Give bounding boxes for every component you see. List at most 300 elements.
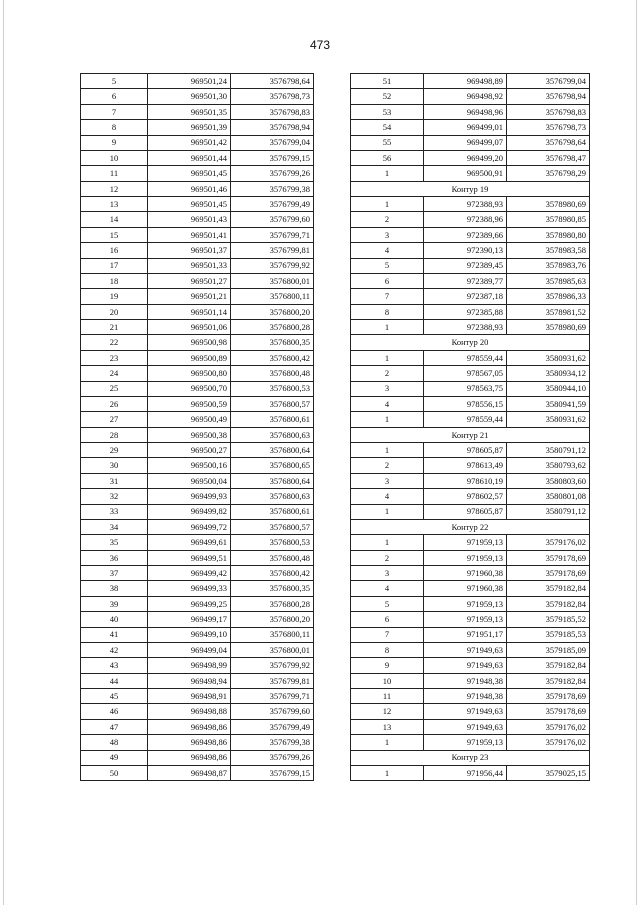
y-coordinate: 3580941,59 <box>507 396 590 411</box>
x-coordinate: 978613,49 <box>424 458 507 473</box>
table-row <box>81 104 314 119</box>
x-coordinate: 969501,39 <box>148 120 231 135</box>
table-row <box>351 304 590 319</box>
point-number: 49 <box>81 750 148 765</box>
x-coordinate: 971948,38 <box>424 673 507 688</box>
point-number: 13 <box>81 197 148 212</box>
y-coordinate: 3579182,84 <box>507 673 590 688</box>
x-coordinate: 969499,82 <box>148 504 231 519</box>
table-row <box>351 504 590 519</box>
point-number: 16 <box>81 243 148 258</box>
table-row <box>351 658 590 673</box>
x-coordinate: 969498,89 <box>424 74 507 89</box>
y-coordinate: 3580944,10 <box>507 381 590 396</box>
x-coordinate: 969499,51 <box>148 550 231 565</box>
y-coordinate: 3576800,42 <box>231 566 314 581</box>
y-coordinate: 3576798,83 <box>231 104 314 119</box>
y-coordinate: 3576799,81 <box>231 673 314 688</box>
table-row <box>81 596 314 611</box>
y-coordinate: 3576800,01 <box>231 273 314 288</box>
point-number: 3 <box>351 473 424 488</box>
point-number: 21 <box>81 320 148 335</box>
point-number: 1 <box>351 412 424 427</box>
x-coordinate: 978605,87 <box>424 504 507 519</box>
table-row <box>81 427 314 442</box>
point-number: 6 <box>351 612 424 627</box>
table-row <box>81 504 314 519</box>
table-row <box>81 258 314 273</box>
point-number: 19 <box>81 289 148 304</box>
table-row <box>81 273 314 288</box>
y-coordinate: 3580931,62 <box>507 412 590 427</box>
table-row <box>351 642 590 657</box>
table-row <box>81 550 314 565</box>
table-row <box>81 243 314 258</box>
y-coordinate: 3579176,02 <box>507 535 590 550</box>
table-row <box>81 320 314 335</box>
x-coordinate: 972389,77 <box>424 273 507 288</box>
y-coordinate: 3576799,38 <box>231 181 314 196</box>
coordinates-table-left <box>80 73 314 781</box>
x-coordinate: 969499,33 <box>148 581 231 596</box>
table-row <box>81 181 314 196</box>
scan-edge-right <box>636 0 637 905</box>
x-coordinate: 971951,17 <box>424 627 507 642</box>
page-number: 473 <box>309 38 331 52</box>
point-number: 43 <box>81 658 148 673</box>
contour-heading-row <box>351 519 590 534</box>
table-row <box>351 74 590 89</box>
y-coordinate: 3576800,53 <box>231 381 314 396</box>
x-coordinate: 969500,91 <box>424 166 507 181</box>
x-coordinate: 969498,96 <box>424 104 507 119</box>
y-coordinate: 3576800,20 <box>231 612 314 627</box>
y-coordinate: 3580793,62 <box>507 458 590 473</box>
x-coordinate: 971959,13 <box>424 535 507 550</box>
point-number: 2 <box>351 366 424 381</box>
x-coordinate: 969501,43 <box>148 212 231 227</box>
point-number: 4 <box>351 581 424 596</box>
table-row <box>81 443 314 458</box>
table-row <box>81 335 314 350</box>
y-coordinate: 3580803,60 <box>507 473 590 488</box>
table-row <box>351 289 590 304</box>
table-row <box>81 519 314 534</box>
y-coordinate: 3576799,49 <box>231 719 314 734</box>
x-coordinate: 969499,20 <box>424 150 507 165</box>
table-row <box>81 89 314 104</box>
point-number: 1 <box>351 350 424 365</box>
point-number: 44 <box>81 673 148 688</box>
table-row <box>351 366 590 381</box>
point-number: 8 <box>351 304 424 319</box>
x-coordinate: 978567,05 <box>424 366 507 381</box>
y-coordinate: 3578986,33 <box>507 289 590 304</box>
y-coordinate: 3579185,09 <box>507 642 590 657</box>
y-coordinate: 3576800,63 <box>231 427 314 442</box>
point-number: 54 <box>351 120 424 135</box>
table-row <box>351 719 590 734</box>
x-coordinate: 972387,18 <box>424 289 507 304</box>
x-coordinate: 969500,49 <box>148 412 231 427</box>
x-coordinate: 969501,27 <box>148 273 231 288</box>
table-row <box>81 212 314 227</box>
y-coordinate: 3576800,57 <box>231 519 314 534</box>
y-coordinate: 3578980,69 <box>507 320 590 335</box>
y-coordinate: 3576799,71 <box>231 227 314 242</box>
y-coordinate: 3576800,35 <box>231 335 314 350</box>
y-coordinate: 3576798,47 <box>507 150 590 165</box>
x-coordinate: 969501,46 <box>148 181 231 196</box>
table-row <box>351 550 590 565</box>
x-coordinate: 969501,30 <box>148 89 231 104</box>
table-row <box>351 381 590 396</box>
y-coordinate: 3576799,26 <box>231 750 314 765</box>
y-coordinate: 3576800,64 <box>231 473 314 488</box>
table-row <box>81 673 314 688</box>
contour-heading-row <box>351 335 590 350</box>
point-number: 28 <box>81 427 148 442</box>
y-coordinate: 3580934,12 <box>507 366 590 381</box>
table-row <box>81 120 314 135</box>
point-number: 51 <box>351 74 424 89</box>
point-number: 40 <box>81 612 148 627</box>
point-number: 1 <box>351 443 424 458</box>
table-row <box>351 89 590 104</box>
x-coordinate: 969499,61 <box>148 535 231 550</box>
point-number: 11 <box>351 689 424 704</box>
point-number: 1 <box>351 735 424 750</box>
x-coordinate: 969498,94 <box>148 673 231 688</box>
table-row <box>351 443 590 458</box>
x-coordinate: 969501,45 <box>148 166 231 181</box>
y-coordinate: 3578983,58 <box>507 243 590 258</box>
table-row <box>351 627 590 642</box>
contour-heading: Контур 23 <box>351 750 590 765</box>
x-coordinate: 971959,13 <box>424 735 507 750</box>
y-coordinate: 3576800,48 <box>231 550 314 565</box>
table-row <box>81 765 314 780</box>
table-row <box>351 396 590 411</box>
table-row <box>351 212 590 227</box>
point-number: 6 <box>81 89 148 104</box>
table-row <box>351 243 590 258</box>
table-row <box>351 150 590 165</box>
x-coordinate: 971959,13 <box>424 550 507 565</box>
table-row <box>81 750 314 765</box>
table-row <box>351 273 590 288</box>
point-number: 18 <box>81 273 148 288</box>
x-coordinate: 969501,21 <box>148 289 231 304</box>
y-coordinate: 3576800,61 <box>231 412 314 427</box>
point-number: 36 <box>81 550 148 565</box>
y-coordinate: 3576800,01 <box>231 642 314 657</box>
x-coordinate: 969499,17 <box>148 612 231 627</box>
point-number: 13 <box>351 719 424 734</box>
x-coordinate: 969500,04 <box>148 473 231 488</box>
table-row <box>81 227 314 242</box>
point-number: 38 <box>81 581 148 596</box>
y-coordinate: 3576799,60 <box>231 704 314 719</box>
x-coordinate: 969501,44 <box>148 150 231 165</box>
point-number: 1 <box>351 504 424 519</box>
point-number: 3 <box>351 566 424 581</box>
point-number: 3 <box>351 227 424 242</box>
x-coordinate: 971949,63 <box>424 658 507 673</box>
x-coordinate: 969499,07 <box>424 135 507 150</box>
point-number: 25 <box>81 381 148 396</box>
x-coordinate: 971948,38 <box>424 689 507 704</box>
x-coordinate: 969499,42 <box>148 566 231 581</box>
x-coordinate: 971960,38 <box>424 566 507 581</box>
x-coordinate: 969500,89 <box>148 350 231 365</box>
point-number: 2 <box>351 550 424 565</box>
point-number: 32 <box>81 489 148 504</box>
y-coordinate: 3579025,15 <box>507 765 590 780</box>
point-number: 31 <box>81 473 148 488</box>
point-number: 50 <box>81 765 148 780</box>
y-coordinate: 3580931,62 <box>507 350 590 365</box>
y-coordinate: 3576799,71 <box>231 689 314 704</box>
point-number: 7 <box>81 104 148 119</box>
table-row <box>351 489 590 504</box>
x-coordinate: 972388,93 <box>424 197 507 212</box>
y-coordinate: 3576799,60 <box>231 212 314 227</box>
x-coordinate: 978610,19 <box>424 473 507 488</box>
table-row <box>351 166 590 181</box>
table-row <box>81 74 314 89</box>
table-row <box>351 258 590 273</box>
y-coordinate: 3579176,02 <box>507 735 590 750</box>
scan-edge-left <box>3 0 4 905</box>
y-coordinate: 3576800,42 <box>231 350 314 365</box>
x-coordinate: 972390,13 <box>424 243 507 258</box>
y-coordinate: 3576800,63 <box>231 489 314 504</box>
y-coordinate: 3576799,15 <box>231 765 314 780</box>
point-number: 9 <box>81 135 148 150</box>
y-coordinate: 3579185,53 <box>507 627 590 642</box>
point-number: 12 <box>81 181 148 196</box>
x-coordinate: 978563,75 <box>424 381 507 396</box>
x-coordinate: 969501,42 <box>148 135 231 150</box>
y-coordinate: 3579178,69 <box>507 566 590 581</box>
point-number: 4 <box>351 396 424 411</box>
table-row <box>351 612 590 627</box>
contour-heading-row <box>351 750 590 765</box>
table-row <box>351 197 590 212</box>
point-number: 1 <box>351 320 424 335</box>
point-number: 7 <box>351 627 424 642</box>
table-row <box>81 458 314 473</box>
x-coordinate: 969501,41 <box>148 227 231 242</box>
y-coordinate: 3576799,49 <box>231 197 314 212</box>
x-coordinate: 978559,44 <box>424 412 507 427</box>
table-row <box>351 227 590 242</box>
contour-heading-row <box>351 181 590 196</box>
contour-heading: Контур 20 <box>351 335 590 350</box>
x-coordinate: 969498,99 <box>148 658 231 673</box>
x-coordinate: 969501,14 <box>148 304 231 319</box>
x-coordinate: 969498,87 <box>148 765 231 780</box>
contour-heading-row <box>351 427 590 442</box>
table-row <box>351 350 590 365</box>
table-row <box>351 535 590 550</box>
point-number: 27 <box>81 412 148 427</box>
x-coordinate: 969500,16 <box>148 458 231 473</box>
x-coordinate: 969500,27 <box>148 443 231 458</box>
y-coordinate: 3576798,29 <box>507 166 590 181</box>
x-coordinate: 969498,86 <box>148 735 231 750</box>
x-coordinate: 969501,33 <box>148 258 231 273</box>
y-coordinate: 3576798,64 <box>231 74 314 89</box>
table-row <box>351 735 590 750</box>
y-coordinate: 3580791,12 <box>507 443 590 458</box>
point-number: 46 <box>81 704 148 719</box>
table-row <box>81 581 314 596</box>
point-number: 24 <box>81 366 148 381</box>
x-coordinate: 969500,70 <box>148 381 231 396</box>
y-coordinate: 3576800,48 <box>231 366 314 381</box>
table-row <box>81 412 314 427</box>
point-number: 17 <box>81 258 148 273</box>
point-number: 23 <box>81 350 148 365</box>
table-row <box>351 596 590 611</box>
table-row <box>351 473 590 488</box>
table-row <box>81 150 314 165</box>
y-coordinate: 3576799,92 <box>231 258 314 273</box>
x-coordinate: 969500,38 <box>148 427 231 442</box>
x-coordinate: 969498,86 <box>148 719 231 734</box>
contour-heading: Контур 19 <box>351 181 590 196</box>
y-coordinate: 3576800,28 <box>231 320 314 335</box>
y-coordinate: 3576799,26 <box>231 166 314 181</box>
point-number: 12 <box>351 704 424 719</box>
point-number: 8 <box>351 642 424 657</box>
contour-heading: Контур 21 <box>351 427 590 442</box>
table-row <box>351 689 590 704</box>
x-coordinate: 969499,10 <box>148 627 231 642</box>
point-number: 52 <box>351 89 424 104</box>
table-row <box>81 719 314 734</box>
point-number: 6 <box>351 273 424 288</box>
x-coordinate: 972385,88 <box>424 304 507 319</box>
x-coordinate: 972388,96 <box>424 212 507 227</box>
table-row <box>351 104 590 119</box>
y-coordinate: 3576798,94 <box>231 120 314 135</box>
y-coordinate: 3580791,12 <box>507 504 590 519</box>
point-number: 45 <box>81 689 148 704</box>
y-coordinate: 3576800,61 <box>231 504 314 519</box>
table-row <box>81 350 314 365</box>
x-coordinate: 978559,44 <box>424 350 507 365</box>
point-number: 41 <box>81 627 148 642</box>
y-coordinate: 3578980,69 <box>507 197 590 212</box>
table-row <box>81 489 314 504</box>
x-coordinate: 969500,80 <box>148 366 231 381</box>
x-coordinate: 969498,92 <box>424 89 507 104</box>
y-coordinate: 3576800,65 <box>231 458 314 473</box>
table-row <box>81 627 314 642</box>
point-number: 9 <box>351 658 424 673</box>
y-coordinate: 3576800,53 <box>231 535 314 550</box>
table-row <box>81 642 314 657</box>
y-coordinate: 3579182,84 <box>507 581 590 596</box>
y-coordinate: 3578980,85 <box>507 212 590 227</box>
table-row <box>81 735 314 750</box>
point-number: 15 <box>81 227 148 242</box>
y-coordinate: 3578980,80 <box>507 227 590 242</box>
x-coordinate: 978605,87 <box>424 443 507 458</box>
x-coordinate: 969499,72 <box>148 519 231 534</box>
table-row <box>81 473 314 488</box>
y-coordinate: 3576798,64 <box>507 135 590 150</box>
x-coordinate: 969501,35 <box>148 104 231 119</box>
table-row <box>351 320 590 335</box>
y-coordinate: 3579182,84 <box>507 658 590 673</box>
x-coordinate: 969499,01 <box>424 120 507 135</box>
y-coordinate: 3579185,52 <box>507 612 590 627</box>
table-row <box>351 581 590 596</box>
point-number: 11 <box>81 166 148 181</box>
y-coordinate: 3576798,73 <box>507 120 590 135</box>
y-coordinate: 3576800,11 <box>231 289 314 304</box>
table-row <box>81 197 314 212</box>
table-row <box>351 458 590 473</box>
table-row <box>81 704 314 719</box>
x-coordinate: 969501,45 <box>148 197 231 212</box>
point-number: 2 <box>351 212 424 227</box>
y-coordinate: 3579178,69 <box>507 689 590 704</box>
x-coordinate: 969498,88 <box>148 704 231 719</box>
y-coordinate: 3578985,63 <box>507 273 590 288</box>
x-coordinate: 969499,93 <box>148 489 231 504</box>
table-row <box>81 381 314 396</box>
x-coordinate: 971949,63 <box>424 704 507 719</box>
table-row <box>351 120 590 135</box>
y-coordinate: 3576800,64 <box>231 443 314 458</box>
table-row <box>81 566 314 581</box>
point-number: 33 <box>81 504 148 519</box>
x-coordinate: 969499,04 <box>148 642 231 657</box>
point-number: 1 <box>351 535 424 550</box>
y-coordinate: 3579178,69 <box>507 704 590 719</box>
y-coordinate: 3576798,83 <box>507 104 590 119</box>
y-coordinate: 3579182,84 <box>507 596 590 611</box>
point-number: 7 <box>351 289 424 304</box>
y-coordinate: 3578981,52 <box>507 304 590 319</box>
y-coordinate: 3576800,20 <box>231 304 314 319</box>
point-number: 30 <box>81 458 148 473</box>
table-row <box>81 396 314 411</box>
y-coordinate: 3576799,38 <box>231 735 314 750</box>
x-coordinate: 971956,44 <box>424 765 507 780</box>
table-row <box>351 765 590 780</box>
table-row <box>351 566 590 581</box>
x-coordinate: 971949,63 <box>424 719 507 734</box>
x-coordinate: 969501,06 <box>148 320 231 335</box>
y-coordinate: 3576799,92 <box>231 658 314 673</box>
x-coordinate: 969501,24 <box>148 74 231 89</box>
point-number: 14 <box>81 212 148 227</box>
point-number: 10 <box>81 150 148 165</box>
contour-heading: Контур 22 <box>351 519 590 534</box>
x-coordinate: 969500,59 <box>148 396 231 411</box>
x-coordinate: 969499,25 <box>148 596 231 611</box>
point-number: 4 <box>351 489 424 504</box>
point-number: 55 <box>351 135 424 150</box>
y-coordinate: 3576799,04 <box>231 135 314 150</box>
point-number: 29 <box>81 443 148 458</box>
